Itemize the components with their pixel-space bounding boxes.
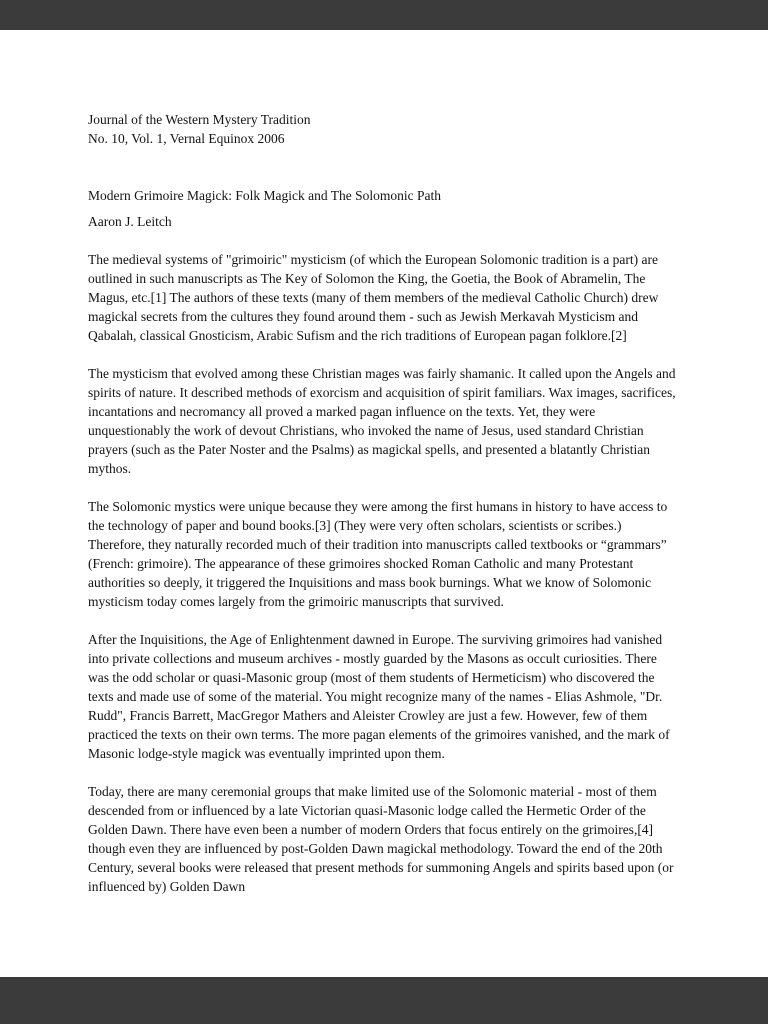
paragraph-4: After the Inquisitions, the Age of Enlightenment dawned in Europe. The surviving grimoires had vanished into private collections and museum archives - mostly guarded by the Masons as occult curiosities. There was the odd scholar or quasi-Masonic group (most of them students of Hermeticism) who discovered the texts and made use of some of the material. You might recognize many of the names - Elias Ashmole, "Dr. Rudd", Francis Barrett, MacGregor Mathers and Aleister Crowley are just a few. However, few of them practiced the texts on their own terms. The more pagan elements of the grimoires vanished, and the mark of Masonic lodge-style magick was eventually imprinted upon them. [88,632,670,761]
journal-header [88,110,680,148]
paragraph-3: The Solomonic mystics were unique because they were among the first humans in history to have access to the technology of paper and bound books.[3] (They were very often scholars, scientists or scribes.) Therefore, they naturally recorded much of their tradition into manuscripts called textbooks or “grammars” (French: grimoire). The appearance of these grimoires shocked Roman Catholic and many Protestant authorities so deeply, it triggered the Inquisitions and mass book burnings. What we know of Solomonic mysticism today comes largely from the grimoiric manuscripts that survived. [88,499,668,609]
paragraph-5: Today, there are many ceremonial groups that make limited use of the Solomonic material - most of them descended from or influenced by a late Victorian quasi-Masonic lodge called the Hermetic Order of the Golden Dawn. There have even been a number of modern Orders that focus entirely on the grimoires,[4] though even they are influenced by post-Golden Dawn magickal methodology. Toward the end of the 20th Century, several books were released that present methods for summoning Angels and spirits based upon (or influenced by) Golden Dawn [88,784,674,894]
journal-issue: No. 10, Vol. 1, Vernal Equinox 2006 [88,131,285,146]
paragraph-1: The medieval systems of "grimoiric" mysticism (of which the European Solomonic tradition is a part) are outlined in such manuscripts as The Key of Solomon the King, the Goetia, the Book of Abramelin, The Magus, etc.[1] The authors of these texts (many of them members of the medieval Catholic Church) drew magickal secrets from the cultures they found around them - such as Jewish Merkavah Mysticism and Qabalah, classical Gnosticism, Arabic Sufism and the rich traditions of European pagan folklore.[2] [88,252,659,343]
journal-title: Journal of the Western Mystery Tradition [88,112,311,127]
paragraph-2: The mysticism that evolved among these Christian mages was fairly shamanic. It called upon the Angels and spirits of nature. It described methods of exorcism and acquisition of spirit familiars. Wax images, sacrifices, incantations and necromancy all proved a marked pagan influence on the texts. Yet, they were unquestionably the work of devout Christians, who invoked the name of Jesus, used standard Christian prayers (such as the Pater Noster and the Psalms) as magickal spells, and presented a blatantly Christian mythos. [88,366,676,476]
document-page [0,30,768,977]
article-author: Aaron J. Leitch [88,214,172,229]
article-title: Modern Grimoire Magick: Folk Magick and The Solomonic Path [88,188,441,203]
